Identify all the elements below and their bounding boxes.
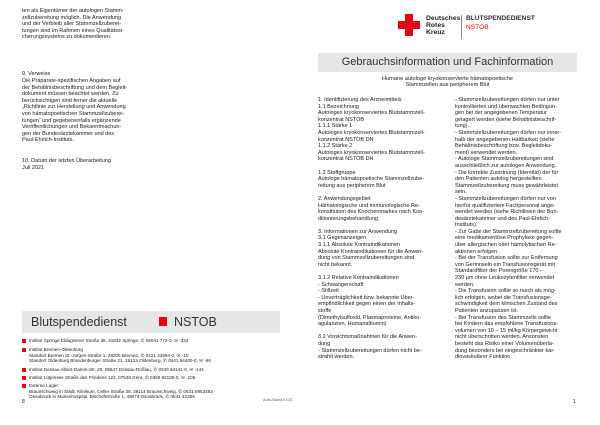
institute-text: Institut Dessau Albert-Damm-Str. 20, 06847 Dessau-Roßlau, ✆ 0340 54141-0, ✉ -144 [29, 367, 204, 372]
document-subtitle-line-1: Humane autologe kryokonservierte hämatopoetische [382, 76, 513, 82]
section-9-heading: 9. Verweise [22, 71, 51, 77]
section-10-heading: 10. Datum der letzten Überarbeitung [22, 158, 111, 164]
content-column-left: 1. Identifizierung des Arzneimittels 1.1 Bezeichnung Autologes kryokonserviertes Blutstammzell- konzentrat NSTOB 1.1.1 Stärke 1 Autologes kryokonserviertes Blutstammzell- konzentrat NSTOB DN 1.1.2 Stärke 2 Autologes kryokonserviertes Blutstammzell- konzentrat NSTOB DH 1.2 Stoffgruppe Autologe hämatopoetische Stammzellzube- reitung aus peripherem Blut 2. Anwendungsgebiet Hämatologische und immunologische Re- konstitution des Knochenmarkes nach Kon- ditionierungsbehandlung 3. Informationen zur Anwendung 3.1 Gegenanzeigen 3.1.1 Absolute Kontraindikationen Absolute Kontraindikationen für die Anwen- dung von Stammzellzubereitungen sind nicht bekannt. 3.1.2 Relative Kontraindikationen - Schwangerschaft - Stillzeit - Unverträglichkeit bzw. bekannte Über- empfindlichkeit gegen einen der Inhalts- stoffe (Dimethylsulfoxid, Plasmaproteine, Antiko- agulanzien, Humanalbumin) 3.2 Vorsichtsmaßnahmen für die Anwen- dung - Stammzellzubereitungen dürfen nicht be- strahlt werden. [318, 97, 425, 361]
red-cross-icon [398, 14, 420, 36]
institute-entry [22, 347, 280, 364]
bullet-square-icon [22, 384, 26, 388]
bullet-square-icon [22, 376, 26, 380]
institute-entry [22, 383, 280, 400]
left-intro-text: ten als Eigentümer der autologen Stamm- zellzubereitung möglich. Die Anwendung und der Verbleib aller Stammzellzuberei- tungen sind im Rahmen eines Qualitätssi- cherungssystems zu dokumentieren. [22, 8, 124, 41]
title-banner [318, 53, 577, 72]
logo-line-1: Deutsches [426, 15, 461, 22]
brand-red-square-icon [159, 317, 167, 326]
institute-text: Institut Lütjensee Straße des Friedens 122, 07548 Gera, ✆ 0365 82100-0, ✉ -105 [29, 375, 196, 380]
footer-code: Auto-Stand 07/21 [263, 398, 293, 402]
document-subtitle-line-2: Stammzellen aus peripherem Blut [405, 82, 490, 88]
institute-entry [22, 338, 280, 344]
bullet-square-icon [22, 348, 26, 352]
logo-region-name: NSTOB [466, 24, 489, 31]
institute-entry [22, 367, 280, 373]
section-10-body: Juli 2021 [22, 165, 45, 171]
content-column-right: - Stammzellzubereitungen dürfen nur unter kontrollierten und überwachten Bedingun- gen bei der angegebenen Temperatur gelagert werden (siehe Behältnisbeschrif- tung). - Stammzellzubereitungen dürfen nur inner- halb der angegebenen Haltbarkeit (siehe Behältnisbeschriftung bzw. Begleitdoku- ment) verwendet werden. - Autologe Stammzellzubereitungen sind ausschließlich zur autologen Anwendung. - Die korrekte Zuordnung (Identität) der für den Patienten autolog hergestellten Stammzellzubereitung muss gewährleistet sein. - Stammzellzubereitungen dürfen nur von hierfür qualifiziertem Fachpersonal ange- wendet werden (siehe Richtlinien der Bun- desärztekammer und des Paul-Ehrlich- Instituts). - Zur Gabe der Stammzellzubereitung sollte eine medikamentöse Prophylaxe gegen- über allergischen oder hämolytischen Re- aktionen erfolgen. - Bei der Transfusion sollte zur Entfernung von Gerinnseln ein Transfusionsgerät mit Standardfilter der Porengröße 170 – 230 µm ohne Leukozytenfilter verwendet werden. - Die Transfusion sollte so rasch als mög- lich erfolgen, wobei die Transfusionsge- schwindigkeit dem klinischen Zustand des Patienten anzupassen ist. - Bei Transfusion des Stammzells sollte bei Kindern das empfohlene Transfusions- volumen von 10 – 15 ml/kg Körpergewicht nicht überschritten werden. Ansonsten besteht das Risiko einer Volumenüberla- dung besonders bei eingeschränkter kar- diovaskulärer Funktion. [455, 97, 562, 361]
document-title: Gebrauchsinformation und Fachinformation [341, 56, 554, 68]
institute-entry [22, 375, 280, 381]
logo-line-3: Kreuz [426, 29, 445, 37]
left-page-number: 8 [22, 399, 25, 405]
section-9-body: Die Präparate-spezifischen Angaben auf der Behältnisbeschriftung und dem Begleit- dokument müssen beachtet werden. Zu berücksichtigen sind ferner die aktuelle „Richtlinie zur Herstellung und Anwendung von hämatopoetischen Stammzellzuberei- tungen“ und gegebenenfalls ergänzende Veröffentlichungen und Bekanntmachun- gen der Bundesärztekammer und des Paul-Ehrlich-Instituts. [22, 78, 128, 144]
brand-short-name: NSTOB [174, 315, 217, 329]
institute-text: Institut Bremen-Oldenburg Standort Bremen St.-Jürgen-Straße 1, 28205 Bremen, ✆ 0421 43994-0, ✉ -10 Standort Oldenburg Brandenburger Straße 21, 26133 Oldenburg, ✆ 0441 94400-0, ✉ -66 [29, 347, 211, 364]
brand-name: Blutspendedienst [31, 315, 127, 329]
logo-line-2: Rotes [426, 22, 445, 30]
institute-text: Institut Springe Eldagsener Straße 38, 31832 Springe, ✆ 05041 772-0, ✉ -334 [29, 338, 189, 343]
bullet-square-icon [22, 368, 26, 372]
bullet-square-icon [22, 339, 26, 343]
brand-banner [22, 311, 280, 333]
right-page-number: 1 [573, 399, 576, 405]
logo-divider [461, 15, 462, 39]
institute-text: Externe Lager: Braunschweig in Städt. Klinikum, Celler Straße 38, 38114 Braunschweig, ✆ 0531 5953493 Osnabrück in Marienhospital, Bischofsstraße 1, 49074 Osnabrück, ✆ 0541 42355 [29, 383, 213, 400]
logo-service-name: BLUTSPENDEDIENST [466, 15, 535, 22]
drk-wordmark [426, 15, 460, 37]
